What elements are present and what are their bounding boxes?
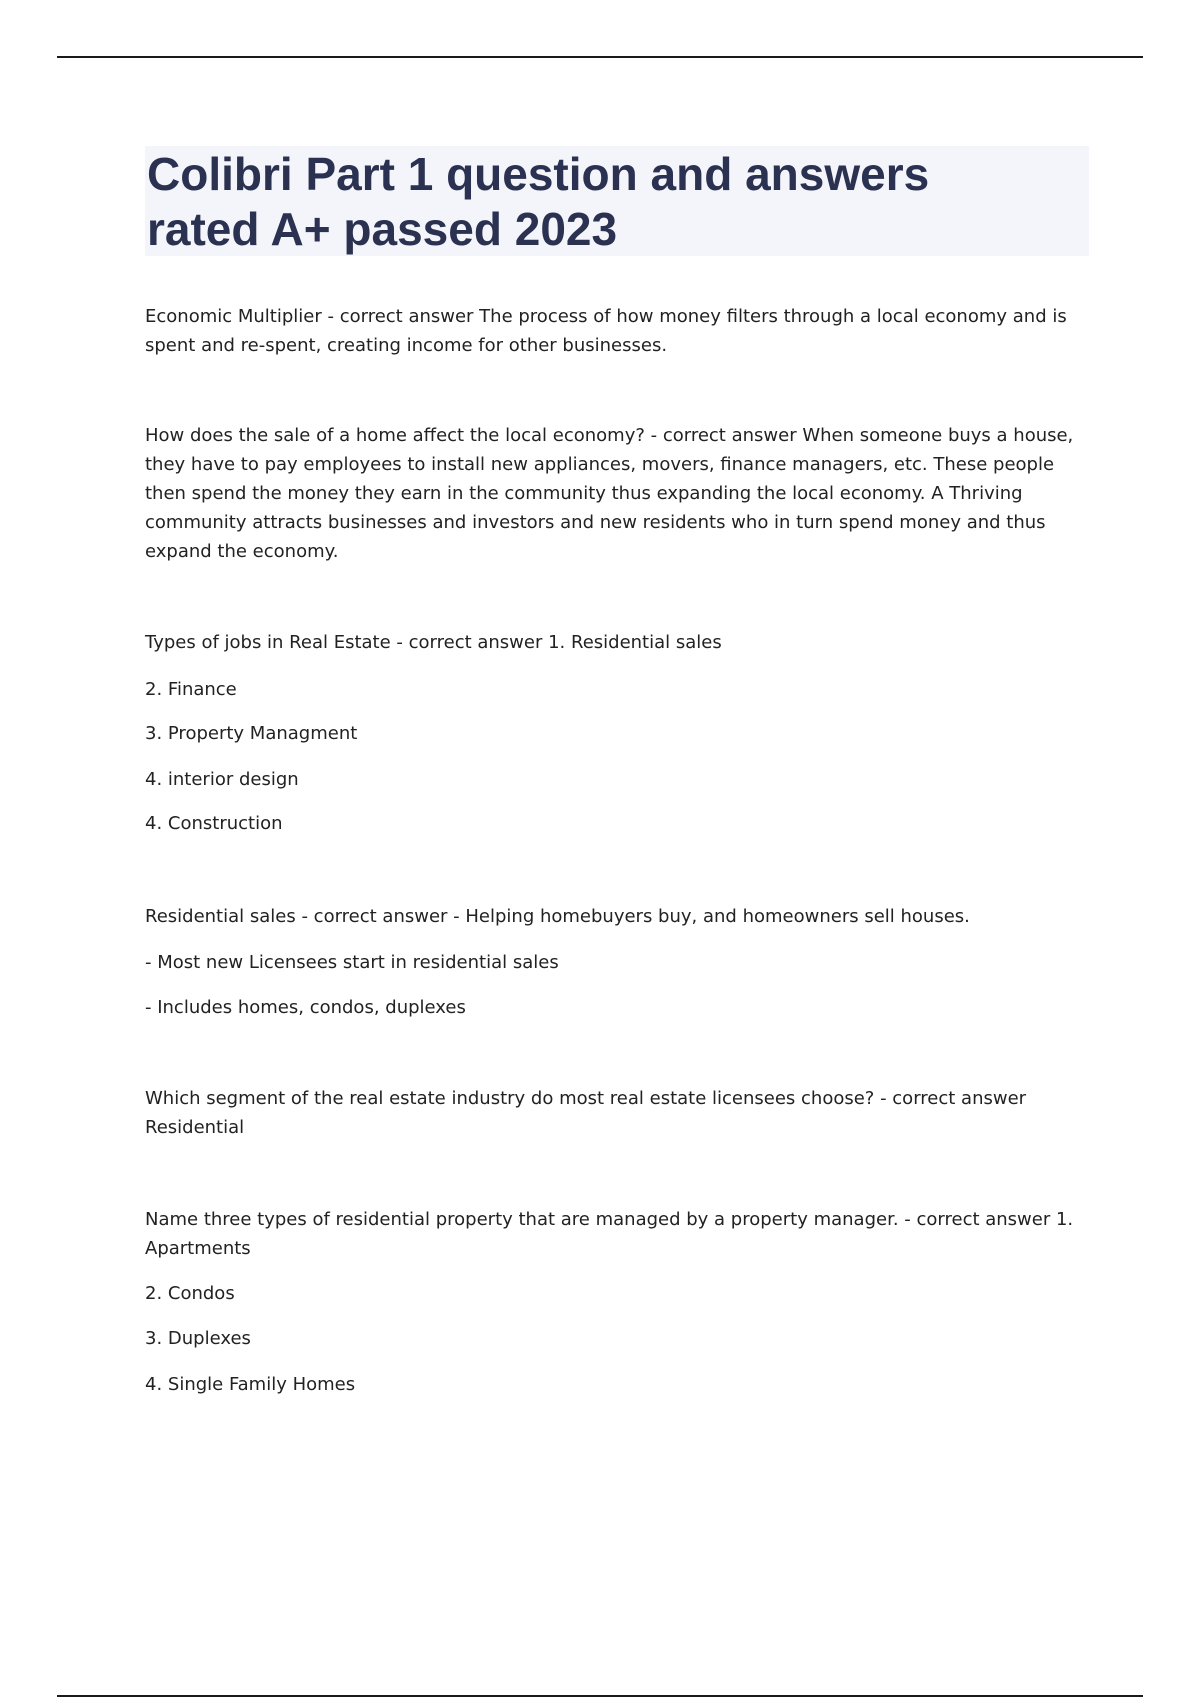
list-item: 3. Property Managment — [145, 723, 358, 744]
page-title-line-1: Colibri Part 1 question and answers — [147, 148, 930, 200]
list-item: - Includes homes, condos, duplexes — [145, 997, 466, 1018]
qa-property-manager-types: Name three types of residential property that are managed by a property manager. - correct answer 1. Apartments — [145, 1209, 1074, 1259]
list-item: - Most new Licensees start in residential sales — [145, 952, 559, 973]
list-item: 2. Finance — [145, 679, 237, 700]
bottom-rule — [57, 1695, 1143, 1697]
qa-licensee-segment: Which segment of the real estate industry do most real estate licensees choose? - correct answer Residential — [145, 1088, 1027, 1138]
list-item: 4. interior design — [145, 769, 299, 790]
qa-economic-multiplier: Economic Multiplier - correct answer The process of how money filters through a local economy and is spent and re-spent, creating income for other businesses. — [145, 306, 1067, 356]
qa-real-estate-jobs: Types of jobs in Real Estate - correct answer 1. Residential sales — [145, 632, 722, 653]
list-item: 4. Construction — [145, 813, 283, 834]
list-item: 2. Condos — [145, 1283, 235, 1304]
list-item: 3. Duplexes — [145, 1328, 251, 1349]
qa-home-sale-economy: How does the sale of a home affect the local economy? - correct answer When someone buys a house, they have to pay employees to install new appliances, movers, finance managers, etc. These people then spend the money they earn in the community thus expanding the local economy. A Thriving community attracts businesses and investors and new residents who in turn spend money and thus expand the economy. — [145, 425, 1074, 562]
list-item: 4. Single Family Homes — [145, 1374, 356, 1395]
top-rule — [57, 56, 1143, 58]
page-title-line-2: rated A+ passed 2023 — [147, 203, 618, 255]
qa-residential-sales: Residential sales - correct answer - Helping homebuyers buy, and homeowners sell houses. — [145, 906, 970, 927]
